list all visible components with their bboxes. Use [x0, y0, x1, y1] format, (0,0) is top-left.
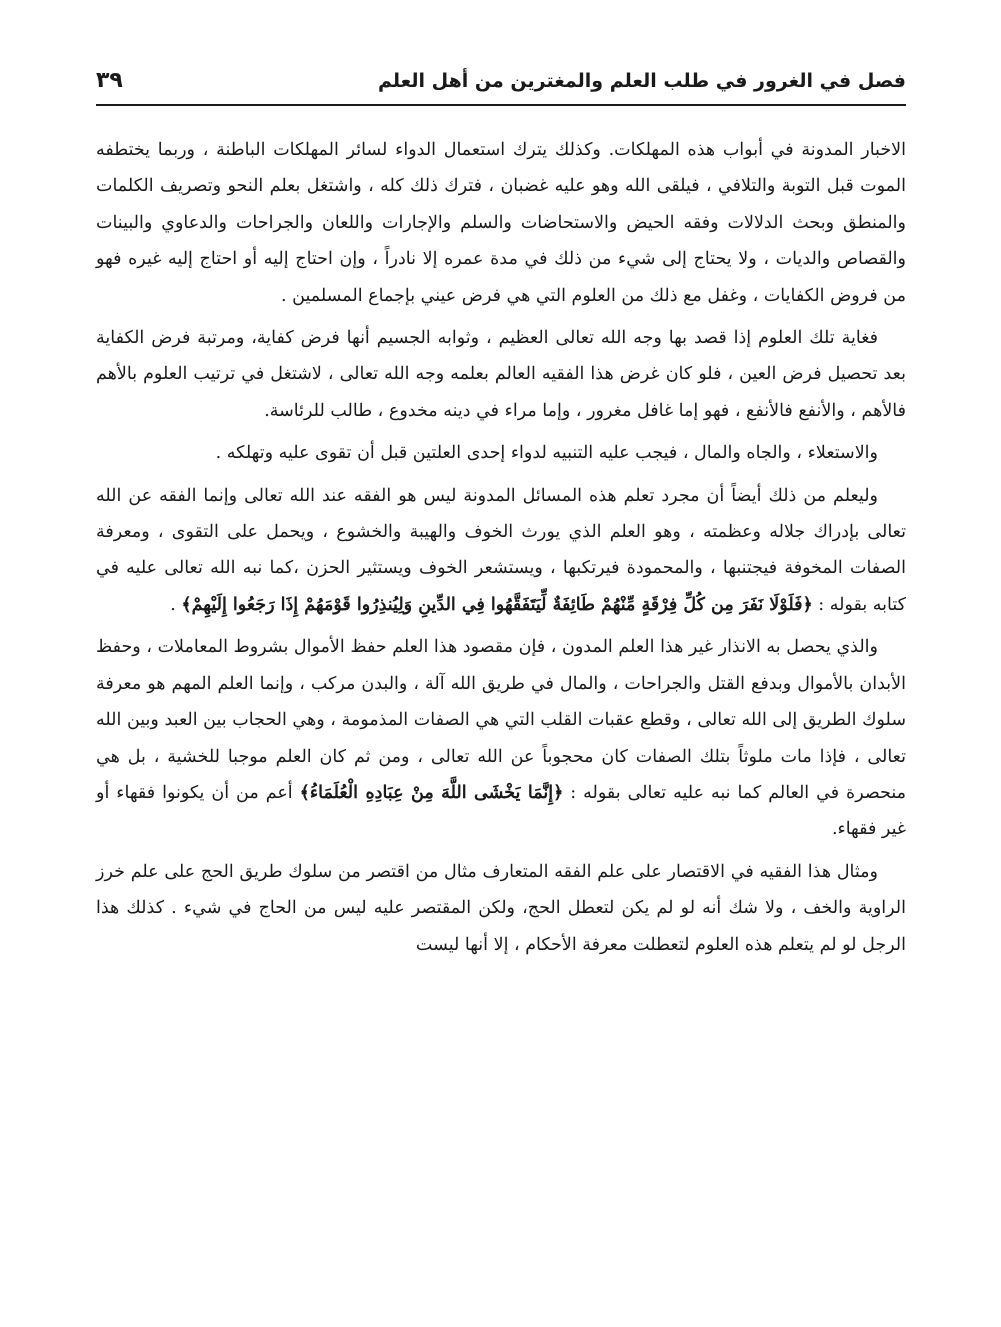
paragraph — [96, 854, 906, 963]
paragraph-text: والذي يحصل به الانذار غير هذا العلم المدون ، فإن مقصود هذا العلم حفظ الأموال بشروط المعاملات ، وحفظ الأبدان بالأموال وبدفع القتل والجراحات ، والمال في طريق الله آلة ، والبدن مركب ، وإنما العلم المهم هو معرفة سلوك الطريق إلى الله تعالى ، وقطع عقبات القلب التي هي الصفات المذمومة ، وهي الحجاب بين العبد وبين الله تعالى ، فإذا مات ملوثاً بتلك الصفات كان محجوباً عن الله تعالى ، ومن ثم كان العلم موجبا للخشية ، بل هي منحصرة في العالم كما نبه عليه تعالى بقوله : — [96, 637, 906, 803]
paragraph-text: الاخبار المدونة في أبواب هذه المهلكات. وكذلك يترك استعمال الدواء لسائر المهلكات الباطنة ، وربما يختطفه الموت قبل التوبة والتلافي ، فيلقى الله وهو عليه غضبان ، فترك ذلك كله ، واشتغل بعلم النحو وتصريف الكلمات والمنطق وبحث الدلالات وفقه الحيض والاستحاضات والسلم والإجارات واللعان والجراحات والدعاوي والبينات والقصاص والديات ، ولا يحتاج إلى شيء من ذلك في مدة عمره إلا نادراً ، وإن احتاج إليه أو احتاج إليه غيره فهو من فروض الكفايات ، وغفل مع ذلك من العلوم التي هي فرض عيني بإجماع المسلمين . — [96, 140, 906, 306]
running-header — [96, 66, 906, 106]
paragraph-text: أعم من أن يكونوا فقهاء أو غير فقهاء. — [96, 782, 906, 840]
quran-verse: ﴿فَلَوْلَا نَفَرَ مِن كُلِّ فِرْقَةٍ مِّنْهُمْ طَائِفَةٌ لِّيَتَفَقَّهُوا فِي الدِّينِ وَلِيُنذِرُوا قَوْمَهُمْ إِذَا رَجَعُوا إِلَيْهِمْ﴾ — [181, 594, 813, 615]
paragraph-text: فغاية تلك العلوم إذا قصد بها وجه الله تعالى العظيم ، وثوابه الجسيم أنها فرض كفاية، ومرتبة فرض الكفاية بعد تحصيل فرض العين ، فلو كان غرض هذا الفقيه العالم بعلمه وجه الله تعالى ، لاشتغل في ترتيب العلوم بالأهم فالأهم ، والأنفع فالأنفع ، فهو إما غافل مغرور ، وإما مراء في دينه مخدوع ، طالب للرئاسة. — [96, 328, 906, 421]
quran-verse: ﴿إِنَّمَا يَخْشَى اللَّهَ مِنْ عِبَادِهِ الْعُلَمَاءُ﴾ — [299, 782, 564, 803]
body-text — [96, 132, 906, 969]
paragraph — [96, 320, 906, 429]
paragraph-text: والاستعلاء ، والجاه والمال ، فيجب عليه التنبيه لدواء إحدى العلتين قبل أن تقوى عليه وتهلكه . — [215, 443, 878, 464]
header-divider — [96, 104, 906, 106]
paragraph-text: ومثال هذا الفقيه في الاقتصار على علم الفقه المتعارف مثال من اقتصر من سلوك طريق الحج على علم خرز الراوية والخف ، ولا شك أنه لو لم يكن لتعطل الحج، ولكن المقتصر عليه ليس من الحاج في شيء . كذلك هذا الرجل لو لم يتعلم هذه العلوم لتعطلت معرفة الأحكام ، إلا أنها ليست — [96, 861, 906, 955]
paragraph — [96, 435, 906, 471]
page-number: ٣٩ — [96, 68, 123, 93]
paragraph — [96, 629, 906, 847]
paragraph — [96, 132, 906, 314]
paragraph-text: . — [170, 594, 182, 615]
paragraph — [96, 478, 906, 624]
paragraph-text: وليعلم من ذلك أيضاً أن مجرد تعلم هذه المسائل المدونة ليس هو الفقه عند الله تعالى وإنما الفقه عن الله تعالى بإدراك جلاله وعظمته ، وهو العلم الذي يورث الخوف والهيبة والخشوع ، ويحمل على التقوى ، ومعرفة الصفات المخوفة فيجتنبها ، والمحمودة فيرتكبها ، ويستشعر الخوف ويستثير الحزن ،كما نبه الله تعالى عليه في كتابه بقوله : — [96, 485, 906, 615]
chapter-title: فصل في الغرور في طلب العلم والمغترين من أهل العلم — [378, 70, 906, 92]
